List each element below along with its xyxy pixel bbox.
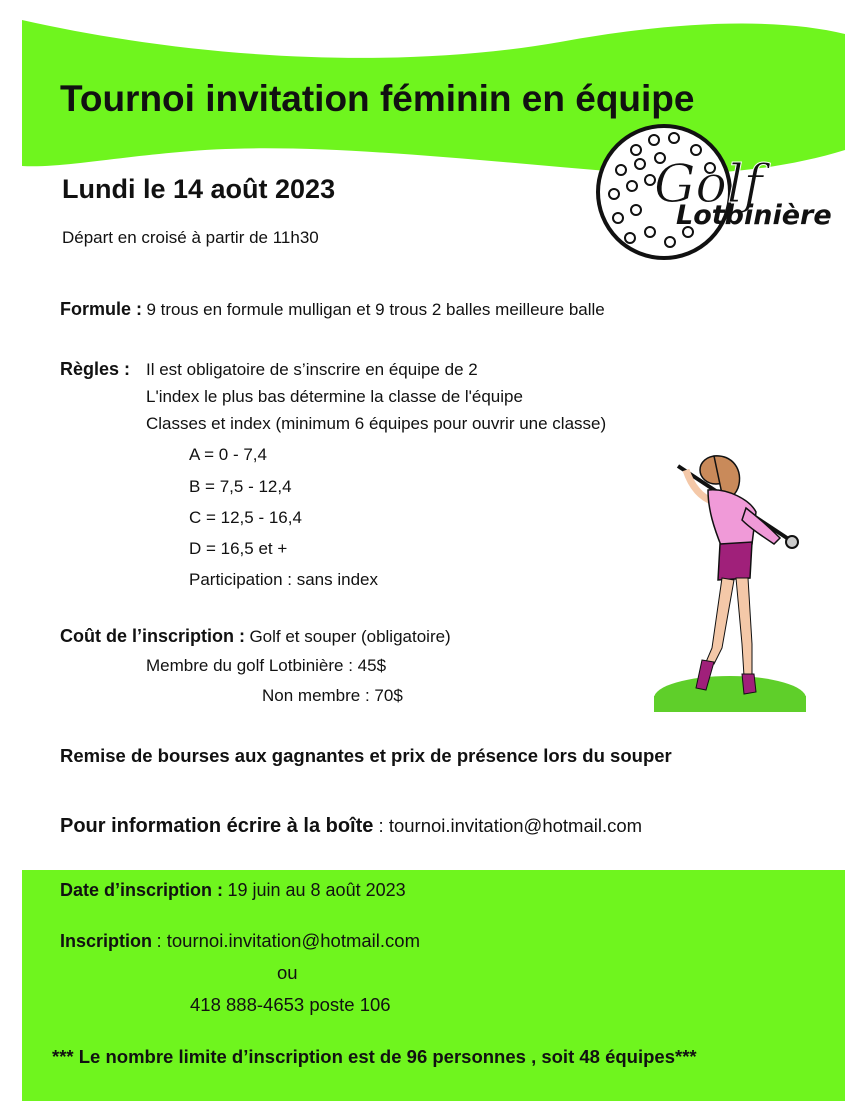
information-separator: : [373, 815, 389, 836]
information-label: Pour information écrire à la boîte [60, 815, 374, 837]
class-participation: Participation : sans index [189, 570, 378, 589]
golf-lotbiniere-logo [596, 120, 846, 268]
cout-text: Golf et souper (obligatoire) [249, 627, 451, 646]
formule-text: 9 trous en formule mulligan et 9 trous 2 balles meilleure balle [146, 300, 605, 319]
formule-label: Formule : [60, 299, 143, 319]
prix-non-membre: Non membre : 70$ [262, 686, 403, 705]
regles-line: Il est obligatoire de s’inscrire en équipe de 2 [146, 360, 478, 379]
remise-text: Remise de bourses aux gagnantes et prix de présence lors du souper [60, 745, 672, 766]
formule-row [60, 299, 605, 320]
information-email[interactable]: tournoi.invitation@hotmail.com [388, 815, 643, 836]
class-a: A = 0 - 7,4 [189, 445, 267, 464]
regles-line: Classes et index (minimum 6 équipes pour ouvrir une classe) [146, 414, 607, 433]
registration-date-row [60, 880, 406, 901]
page-title: Tournoi invitation féminin en équipe [60, 78, 695, 119]
registration-phone[interactable]: 418 888-4653 poste 106 [190, 994, 391, 1015]
event-date: Lundi le 14 août 2023 [62, 174, 336, 204]
registration-date-value: 19 juin au 8 août 2023 [227, 880, 406, 900]
registration-email-row [60, 930, 420, 952]
logo-golf-text: Golf [654, 155, 763, 215]
registration-date-label: Date d’inscription : [60, 880, 224, 900]
registration-email[interactable]: : tournoi.invitation@hotmail.com [156, 930, 420, 951]
logo-lotbiniere-text: Lotbinière [676, 200, 832, 231]
class-c: C = 12,5 - 16,4 [189, 508, 302, 527]
information-row [60, 815, 642, 838]
cout-row [60, 626, 451, 647]
cout-label: Coût de l’inscription : [60, 626, 245, 646]
registration-label: Inscription [60, 931, 153, 951]
registration-limit-notice: *** Le nombre limite d’inscription est de 96 personnes , soit 48 équipes*** [52, 1046, 697, 1067]
regles-label: Règles : [60, 359, 131, 379]
class-d: D = 16,5 et + [189, 539, 288, 558]
golfer-illustration [652, 448, 810, 712]
prix-membre: Membre du golf Lotbinière : 45$ [146, 656, 387, 675]
departure-time: Départ en croisé à partir de 11h30 [62, 228, 319, 247]
class-b: B = 7,5 - 12,4 [189, 477, 292, 496]
regles-line: L'index le plus bas détermine la classe de l'équipe [146, 387, 523, 406]
registration-or: ou [277, 962, 298, 983]
